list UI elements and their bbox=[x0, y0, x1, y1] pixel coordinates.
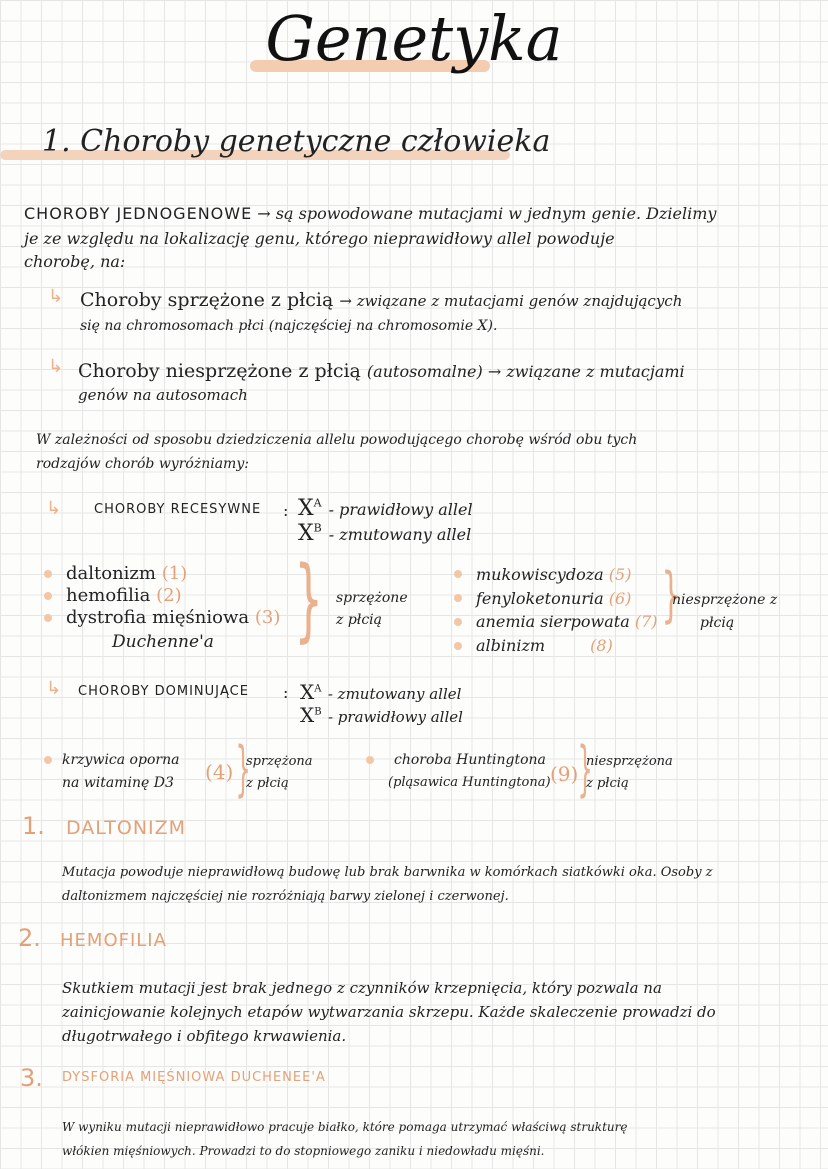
dominant-linked-num: (4) bbox=[205, 760, 234, 784]
allele-superscript: A bbox=[313, 496, 322, 510]
arrow-icon: ↳ bbox=[48, 286, 64, 307]
recessive-sep: : bbox=[283, 501, 289, 520]
disease-number: 3. bbox=[20, 1064, 43, 1092]
list-item bbox=[66, 607, 280, 628]
inheritance-line-1: W zależności od sposobu dziedziczenia allelu powodującego chorobę wśród obu tych bbox=[36, 432, 638, 448]
dominant-allele-2 bbox=[300, 703, 463, 727]
list-item bbox=[66, 563, 187, 584]
intro-line-1 bbox=[24, 203, 716, 225]
disease-number: 2. bbox=[18, 924, 41, 952]
page-title: Genetyka bbox=[265, 2, 563, 75]
allele-superscript: B bbox=[313, 521, 322, 535]
intro-line-2: je ze względu na lokalizację genu, którego nieprawidłowy allel powoduje bbox=[24, 229, 615, 248]
bullet-icon bbox=[366, 756, 374, 764]
list-item bbox=[476, 589, 631, 608]
dominant-allele-1 bbox=[300, 680, 461, 704]
disease-text-line-2: daltonizmem najczęściej nie rozróżniają barwy zielonej i czerwonej. bbox=[62, 889, 509, 904]
bullet-icon bbox=[454, 594, 462, 602]
bullet-icon bbox=[454, 570, 462, 578]
allele-desc: - prawidłowy allel bbox=[328, 500, 473, 519]
type-unlinked-name: Choroby niesprzężone z płcią bbox=[78, 360, 361, 382]
list-item bbox=[476, 612, 658, 631]
allele-symbol: X bbox=[300, 680, 315, 704]
type-unlinked-desc-1: (autosomalne) → związane z mutacjami bbox=[366, 362, 685, 381]
bullet-icon bbox=[44, 570, 52, 578]
dominant-sep: : bbox=[283, 683, 289, 702]
recessive-allele-2 bbox=[298, 521, 471, 546]
arrow-icon: ↳ bbox=[46, 498, 62, 519]
allele-superscript: B bbox=[314, 706, 322, 718]
disease-title: HEMOFILIA bbox=[60, 930, 167, 951]
type-unlinked-desc-2: genów na autosomach bbox=[78, 386, 248, 404]
section-title: Choroby genetyczne człowieka bbox=[80, 124, 551, 159]
list-item bbox=[476, 565, 631, 584]
disease-number: 1. bbox=[22, 812, 45, 840]
disease-text-line-1: W wyniku mutacji nieprawidłowo pracuje białko, które pomaga utrzymać właściwą strukturę bbox=[62, 1120, 628, 1134]
disease-name: hemofilia bbox=[66, 585, 151, 606]
disease-number: (2) bbox=[156, 585, 182, 606]
disease-name: anemia sierpowata bbox=[476, 612, 630, 631]
dominant-linked-label-1: sprzężona bbox=[246, 754, 313, 769]
section-number: 1. bbox=[42, 124, 71, 159]
disease-number: (5) bbox=[608, 565, 632, 584]
type-linked bbox=[80, 289, 682, 311]
disease-text-line-2: włókien mięśniowych. Prowadzi to do stopniowego zaniku i niedowładu mięśni. bbox=[62, 1144, 545, 1158]
dominant-unlinked-label-1: niesprzężona bbox=[586, 754, 673, 769]
disease-text-line-1: Mutacja powoduje nieprawidłową budowę lub brak barwnika w komórkach siatkówki oka. Osoby z bbox=[62, 865, 713, 880]
disease-text-line-1: Skutkiem mutacji jest brak jednego z czynników krzepnięcia, który pozwala na bbox=[62, 979, 662, 997]
dominant-unlinked-label-2: z płcią bbox=[586, 776, 629, 791]
bullet-icon bbox=[454, 642, 462, 650]
disease-text-line-3: długotrwałego i obfitego krwawienia. bbox=[62, 1027, 347, 1045]
recessive-allele-1 bbox=[298, 496, 473, 521]
dominant-linked-line-2: na witaminę D3 bbox=[62, 775, 174, 791]
allele-desc: - zmutowany allel bbox=[327, 685, 462, 703]
dominant-linked-label-2: z płcią bbox=[246, 776, 289, 791]
disease-number: (6) bbox=[608, 589, 632, 608]
allele-symbol: X bbox=[298, 521, 314, 546]
disease-name: mukowiscydoza bbox=[476, 565, 604, 584]
allele-desc: - prawidłowy allel bbox=[327, 708, 463, 726]
bullet-icon bbox=[44, 614, 52, 622]
allele-symbol: X bbox=[300, 703, 315, 727]
disease-text-line-2: zainicjowanie kolejnych etapów wytwarzania skrzepu. Każde skaleczenie prowadzi do bbox=[62, 1003, 716, 1021]
intro-line-3: chorobę, na: bbox=[24, 252, 126, 271]
type-linked-desc-1: → związane z mutacjami genów znajdujących bbox=[339, 292, 683, 310]
linked-label-2: z płcią bbox=[336, 612, 382, 628]
brace-icon: } bbox=[294, 547, 323, 652]
list-item bbox=[476, 636, 613, 655]
section-heading bbox=[42, 124, 550, 159]
dominant-unlinked-line-1: choroba Huntingtona bbox=[394, 752, 546, 768]
disease-number: (1) bbox=[161, 563, 188, 584]
disease-title: DYSFORIA MIĘŚNIOWA DUCHENEE'A bbox=[62, 1070, 326, 1085]
allele-symbol: X bbox=[298, 496, 314, 521]
arrow-icon: ↳ bbox=[48, 356, 64, 377]
disease-number: (8) bbox=[590, 636, 613, 655]
unlinked-label-1: niesprzężone z bbox=[672, 592, 778, 608]
disease-number: (3) bbox=[254, 607, 281, 628]
dominant-linked-line-1: krzywica oporna bbox=[62, 752, 180, 768]
arrow-icon: ↳ bbox=[46, 678, 62, 699]
intro-term: CHOROBY JEDNOGENOWE bbox=[24, 204, 253, 223]
recessive-label: CHOROBY RECESYWNE bbox=[94, 502, 262, 517]
inheritance-line-2: rodzajów chorób wyróżniamy: bbox=[36, 456, 249, 472]
disease-number: (7) bbox=[634, 612, 658, 631]
dominant-label: CHOROBY DOMINUJĄCE bbox=[78, 684, 249, 699]
type-unlinked bbox=[78, 360, 685, 382]
dominant-unlinked-line-2: (pląsawica Huntingtona) bbox=[388, 775, 551, 790]
unlinked-label-2: płcią bbox=[700, 615, 735, 631]
brace-icon: } bbox=[661, 560, 681, 630]
intro-arrow: → bbox=[257, 204, 271, 223]
linked-label-1: sprzężone bbox=[336, 590, 408, 606]
brace-icon: } bbox=[577, 734, 593, 804]
disease-title: DALTONIZM bbox=[66, 817, 187, 839]
bullet-icon bbox=[44, 592, 52, 600]
bullet-icon bbox=[44, 756, 52, 764]
bullet-icon bbox=[454, 618, 462, 626]
allele-desc: - zmutowany allel bbox=[328, 525, 472, 544]
dominant-unlinked-num: (9) bbox=[550, 762, 579, 786]
list-item-extra: Duchenne'a bbox=[112, 632, 214, 652]
list-item bbox=[66, 585, 182, 606]
brace-icon: } bbox=[235, 734, 251, 804]
disease-name: fenyloketonuria bbox=[476, 589, 604, 608]
disease-name: dystrofia mięśniowa bbox=[66, 607, 250, 628]
intro-text-1: są spowodowane mutacjami w jednym genie. Dzielimy bbox=[275, 204, 717, 223]
allele-superscript: A bbox=[314, 683, 322, 695]
type-linked-name: Choroby sprzężone z płcią bbox=[80, 289, 334, 311]
type-linked-desc-2: się na chromosomach płci (najczęściej na chromosomie X). bbox=[80, 318, 498, 334]
disease-name: daltonizm bbox=[66, 563, 156, 584]
disease-name: albinizm bbox=[476, 636, 546, 655]
